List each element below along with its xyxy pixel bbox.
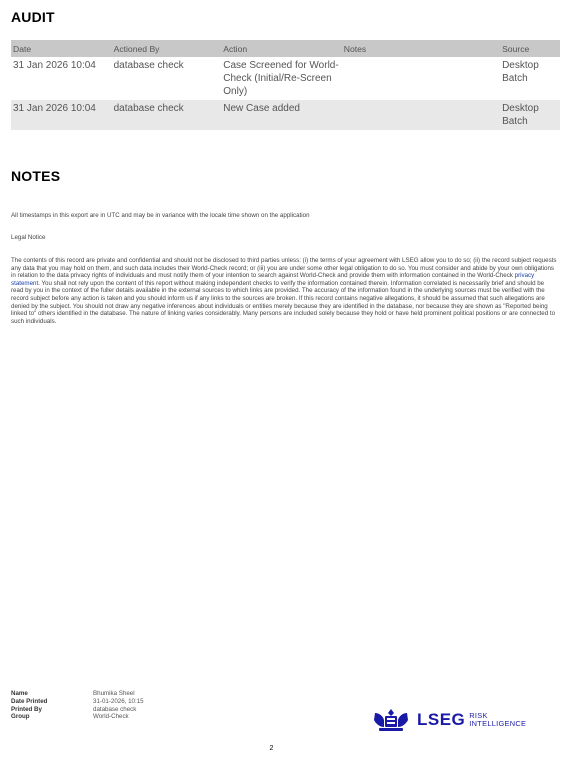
cell-action: Case Screened for World-Check (Initial/Re-Screen Only) [223, 60, 339, 97]
cell-source: Desktop Batch [502, 60, 539, 84]
cell-date: 31 Jan 2026 10:04 [13, 60, 96, 71]
privacy-statement-link[interactable]: privacy statement [11, 272, 535, 287]
legal-notice-label: Legal Notice [11, 234, 46, 241]
column-header-date: Date [11, 40, 112, 57]
date-printed-value: 31-01-2026, 10:15 [93, 697, 144, 705]
lseg-logo [371, 707, 526, 733]
table-row [11, 100, 560, 130]
group-value: World-Check [93, 713, 129, 721]
legal-text-part-2: . You shall not rely upon the content of this report without making independent checks to verify the information contained therein. Information correlated is necessarily brief and should be read by you in the context of the fuller details available in the external sources to which links are provided. The accuracy of the information found in the underlying sources must be verified with the record subject before any action is taken and you should inform us if any links to the sources are broken. If this record contains negative allegations, it should be assumed that such allegations are denied by the subject. You should not draw any negative inferences about individuals or entities merely because they are identified in the database, nor because they are shown as "Reported being linked to" others identified in the database. The nature of linking varies considerably. Many persons are included solely because they hold or have held prominent political positions or are connected to such individuals. [11, 279, 556, 325]
printed-by-value: database check [93, 705, 137, 713]
name-value: Bhumika Sheel [93, 690, 135, 697]
column-header-notes: Notes [342, 40, 500, 57]
page-number: 2 [269, 745, 274, 752]
lseg-crest-icon [371, 707, 411, 733]
cell-actioned-by: database check [113, 60, 184, 71]
cell-action: New Case added [221, 100, 342, 130]
cell-date: 31 Jan 2026 10:04 [11, 100, 112, 130]
column-header-actioned-by: Actioned By [112, 40, 222, 57]
print-info [11, 690, 144, 721]
date-printed-label: Date Printed [11, 697, 48, 705]
cell-notes [342, 57, 500, 100]
cell-source: Desktop Batch [500, 100, 560, 130]
legal-notice-text [11, 257, 557, 325]
audit-header-row [11, 40, 560, 57]
printed-by-label: Printed By [11, 705, 42, 713]
table-row [11, 57, 560, 100]
risk-intelligence-label [469, 712, 526, 728]
lseg-wordmark: LSEG [417, 710, 466, 729]
cell-actioned-by: database check [112, 100, 222, 130]
logo-sub-line-1: RISK [469, 711, 488, 720]
column-header-source: Source [500, 40, 560, 57]
timestamp-note: All timestamps in this export are in UTC and may be in variance with the locale time shown on the application [11, 212, 310, 219]
notes-heading: NOTES [11, 168, 61, 184]
audit-table [11, 40, 560, 130]
audit-heading: AUDIT [11, 9, 55, 25]
cell-notes [342, 100, 500, 130]
legal-text-part-1: The contents of this record are private and confidential and should not be disclosed to third parties unless: (i) the terms of your agreement with LSEG allow you to do so; (ii) the record subject requests any data that you may hold on them, and such data includes their World-Check record; or (iii) you are under some other legal obligation to do so. You must consider and abide by your own obligations in relation to the data privacy rights of individuals and must notify them of your intention to search against World-Check and provide them with information contained in the World-Check [11, 257, 557, 280]
name-label: Name [11, 690, 28, 697]
column-header-action: Action [221, 40, 342, 57]
logo-sub-line-2: INTELLIGENCE [469, 719, 527, 728]
group-label: Group [11, 713, 30, 721]
